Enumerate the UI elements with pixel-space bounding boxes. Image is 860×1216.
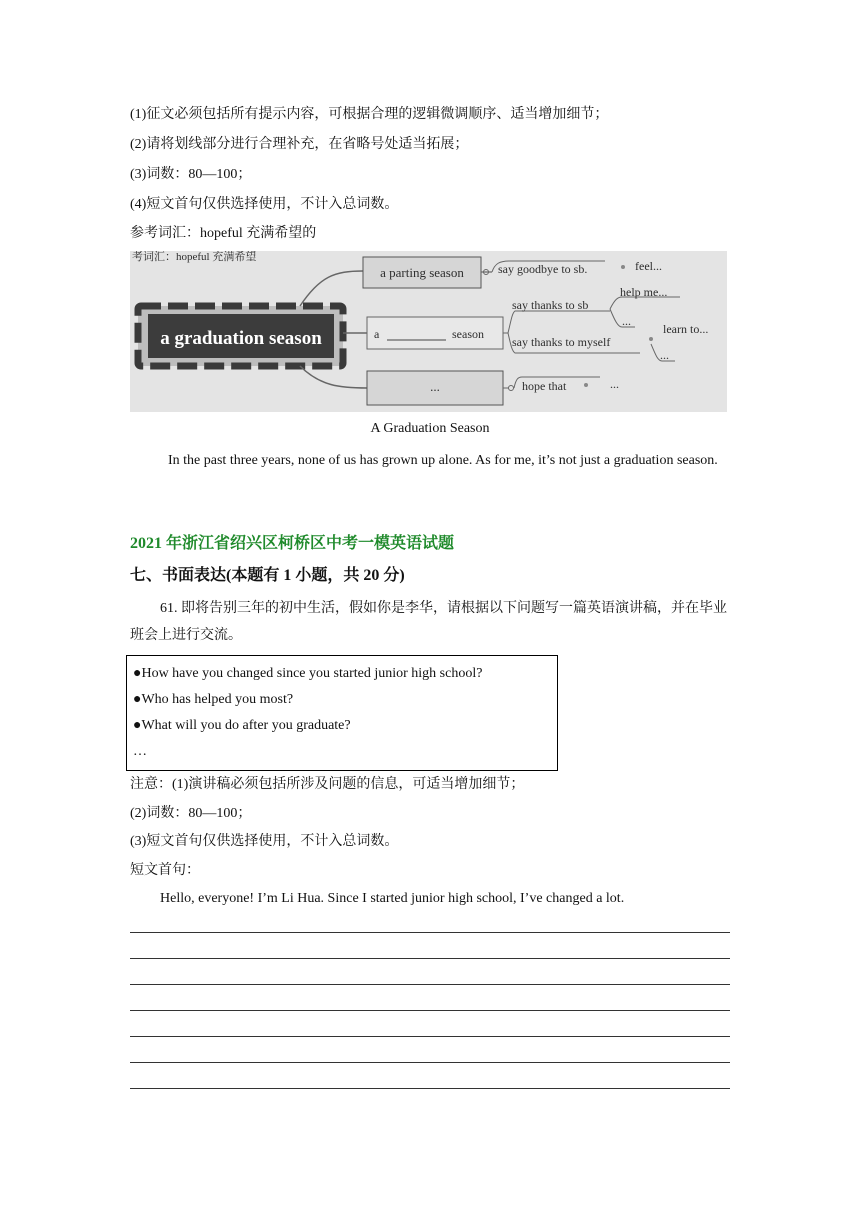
question-item-ellipsis: … bbox=[133, 744, 147, 759]
mind-map-cropped-text: 考词汇：hopeful 充满希望 bbox=[132, 251, 257, 263]
opening-sentence: Hello, everyone! I’m Li Hua. Since I started junior high school, I’ve changed a lot. bbox=[160, 891, 625, 906]
branch-blank-prefix: a bbox=[374, 327, 380, 341]
question-box bbox=[126, 655, 558, 771]
question-item-2: ●Who has helped you most? bbox=[133, 692, 294, 707]
question-item-3: ●What will you do after you graduate? bbox=[133, 718, 351, 733]
writing-line-5[interactable] bbox=[130, 1036, 730, 1037]
note-2: (2)词数：80—100； bbox=[130, 806, 252, 821]
reference-vocabulary: 参考词汇：hopeful 充满希望的 bbox=[130, 226, 317, 241]
mind-map-image bbox=[130, 251, 727, 412]
thanks-sub-ellipsis-2: ... bbox=[660, 348, 669, 362]
instruction-2: (2)请将划线部分进行合理补充，在省略号处适当拓展； bbox=[130, 137, 469, 152]
writing-line-1[interactable] bbox=[130, 932, 730, 933]
instruction-4: (4)短文首句仅供选择使用，不计入总词数。 bbox=[130, 197, 399, 212]
opening-label: 短文首句： bbox=[130, 863, 200, 878]
note-1: 注意：(1)演讲稿必须包括所涉及问题的信息，可适当增加细节； bbox=[130, 777, 525, 792]
center-label: a graduation season bbox=[160, 328, 322, 349]
writing-line-6[interactable] bbox=[130, 1062, 730, 1063]
thanks-item-myself: say thanks to myself bbox=[512, 335, 611, 349]
hope-ellipsis: ... bbox=[610, 377, 619, 391]
hope-item: hope that bbox=[522, 379, 567, 393]
parting-item-feel: feel... bbox=[635, 259, 662, 273]
branch-ellipsis-label: ... bbox=[430, 379, 440, 394]
note-3: (3)短文首句仅供选择使用，不计入总词数。 bbox=[130, 834, 399, 849]
writing-line-7[interactable] bbox=[130, 1088, 730, 1089]
thanks-sub-learn: learn to... bbox=[663, 322, 709, 336]
essay-title: A Graduation Season bbox=[370, 421, 490, 436]
instruction-1: (1)征文必须包括所有提示内容，可根据合理的逻辑微调顺序、适当增加细节； bbox=[130, 107, 609, 122]
exam-title: 2021 年浙江省绍兴区柯桥区中考一模英语试题 bbox=[130, 535, 455, 552]
branch-parting-label: a parting season bbox=[380, 265, 464, 280]
thanks-sub-ellipsis-1: ... bbox=[622, 314, 631, 328]
parting-item-goodbye: say goodbye to sb. bbox=[498, 262, 588, 276]
question-item-1: ●How have you changed since you started junior high school? bbox=[133, 666, 483, 681]
branch-blank-suffix: season bbox=[452, 327, 484, 341]
writing-line-3[interactable] bbox=[130, 984, 730, 985]
question-intro: 61. 即将告别三年的初中生活，假如你是李华，请根据以下问题写一篇英语演讲稿，并在毕业班会上进行交流。 bbox=[130, 601, 727, 643]
thanks-sub-help: help me... bbox=[620, 285, 668, 299]
writing-line-4[interactable] bbox=[130, 1010, 730, 1011]
writing-line-2[interactable] bbox=[130, 958, 730, 959]
section-title: 七、书面表达(本题有 1 小题，共 20 分) bbox=[130, 567, 405, 584]
thanks-item-sb: say thanks to sb bbox=[512, 298, 589, 312]
instruction-3: (3)词数：80—100； bbox=[130, 167, 252, 182]
essay-body: In the past three years, none of us has grown up alone. As for me, it’s not just a graduation season. bbox=[168, 453, 718, 468]
